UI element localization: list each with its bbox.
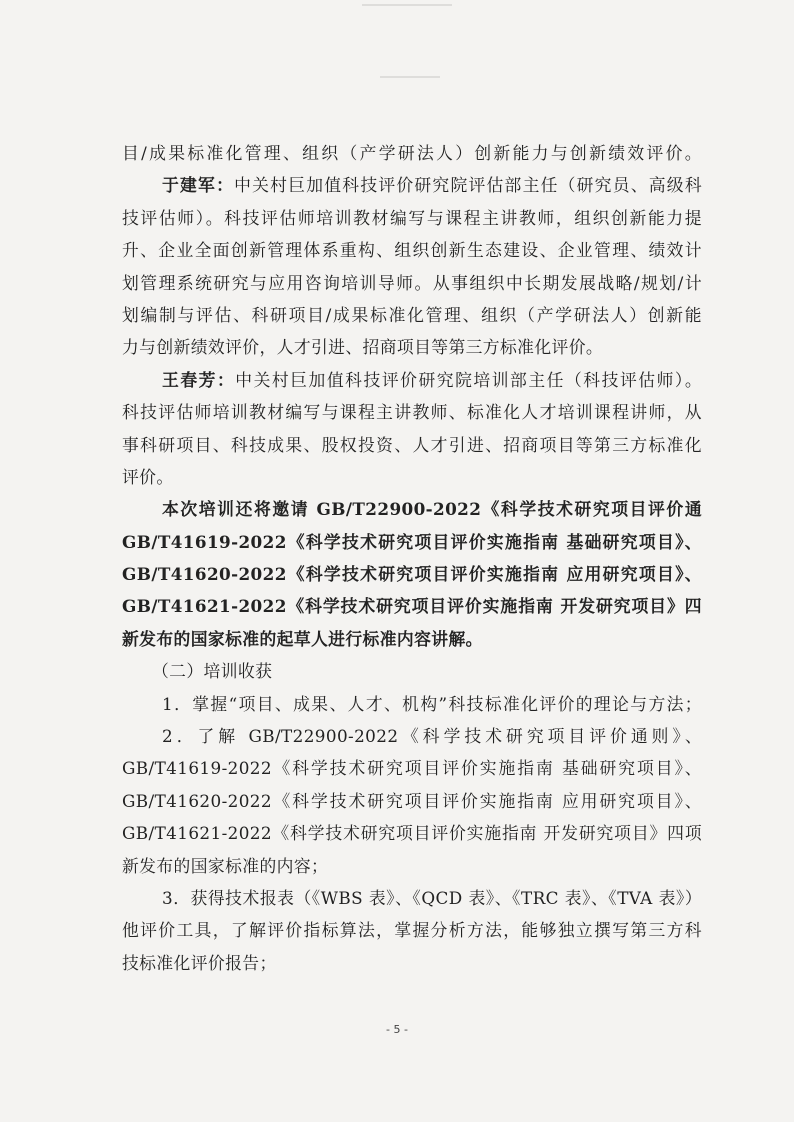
paragraph-line: 划编制与评估、科研项目/成果标准化管理、组织（产学研法人）创新能 — [122, 304, 702, 325]
scan-mark-upper — [380, 76, 440, 78]
paragraph-line: 2．了解 GB/T22900-2022《科学技术研究项目评价通则》、 — [162, 726, 702, 747]
section-heading: （二）培训收获 — [152, 661, 273, 682]
paragraph-line: GB/T41621-2022《科学技术研究项目评价实施指南 开发研究项目》四项 — [122, 823, 702, 844]
person-title-yu-jianjun: 中关村巨加值科技评价研究院评估部主任（研究员、高级科 — [234, 175, 702, 196]
scan-mark-top — [362, 4, 452, 6]
paragraph-line: 科技评估师培训教材编写与课程主讲教师、标准化人才培训课程讲师，从 — [122, 402, 702, 423]
body-text — [122, 137, 702, 979]
paragraph-line: 评价。 — [122, 466, 174, 487]
paragraph-line: GB/T41620-2022《科学技术研究项目评价实施指南 应用研究项目》、 — [122, 790, 702, 811]
paragraph-line: 本次培训还将邀请 GB/T22900-2022《科学技术研究项目评价通 — [162, 499, 702, 520]
paragraph-line: GB/T41619-2022《科学技术研究项目评价实施指南 基础研究项目》、 — [122, 758, 702, 779]
paragraph-line: 新发布的国家标准的起草人进行标准内容讲解。 — [122, 628, 483, 649]
paragraph-line — [122, 364, 702, 396]
paragraph-line: GB/T41621-2022《科学技术研究项目评价实施指南 开发研究项目》四 — [122, 596, 702, 617]
paragraph-line: 技评估师）。科技评估师培训教材编写与课程主讲教师，组织创新能力提 — [122, 207, 702, 228]
person-name-yu-jianjun: 于建军： — [162, 175, 235, 196]
paragraph-line: 3．获得技术报表（《WBS 表》、《QCD 表》、《TRC 表》、《TVA 表》） — [162, 887, 702, 908]
paragraph-line: 升、企业全面创新管理体系重构、组织创新生态建设、企业管理、绩效计 — [122, 240, 702, 261]
paragraph-line: 他评价工具，了解评价指标算法，掌握分析方法，能够独立撰写第三方科 — [122, 920, 702, 941]
page-number: - 5 - — [386, 1023, 408, 1036]
paragraph-line: 1．掌握“项目、成果、人才、机构”科技标准化评价的理论与方法； — [162, 693, 702, 714]
paragraph-line: 目/成果标准化管理、组织（产学研法人）创新能力与创新绩效评价。 — [122, 143, 702, 163]
paragraph-line: 事科研项目、科技成果、股权投资、人才引进、招商项目等第三方标准化 — [122, 434, 702, 455]
person-name-wang-chunfang: 王春芳： — [162, 369, 236, 390]
paragraph-line — [122, 169, 702, 201]
paragraph-line: GB/T41619-2022《科学技术研究项目评价实施指南 基础研究项目》、 — [122, 531, 702, 552]
paragraph-line: 划管理系统研究与应用咨询培训导师。从事组织中长期发展战略/规划/计 — [122, 272, 702, 293]
paragraph-line: GB/T41620-2022《科学技术研究项目评价实施指南 应用研究项目》、 — [122, 564, 702, 585]
person-title-wang-chunfang: 中关村巨加值科技评价研究院培训部主任（科技评估师）。 — [235, 369, 702, 390]
paragraph-line: 技标准化评价报告； — [122, 952, 277, 973]
paragraph-line: 新发布的国家标准的内容； — [122, 855, 329, 876]
paragraph-line: 力与创新绩效评价，人才引进、招商项目等第三方标准化评价。 — [122, 337, 604, 358]
